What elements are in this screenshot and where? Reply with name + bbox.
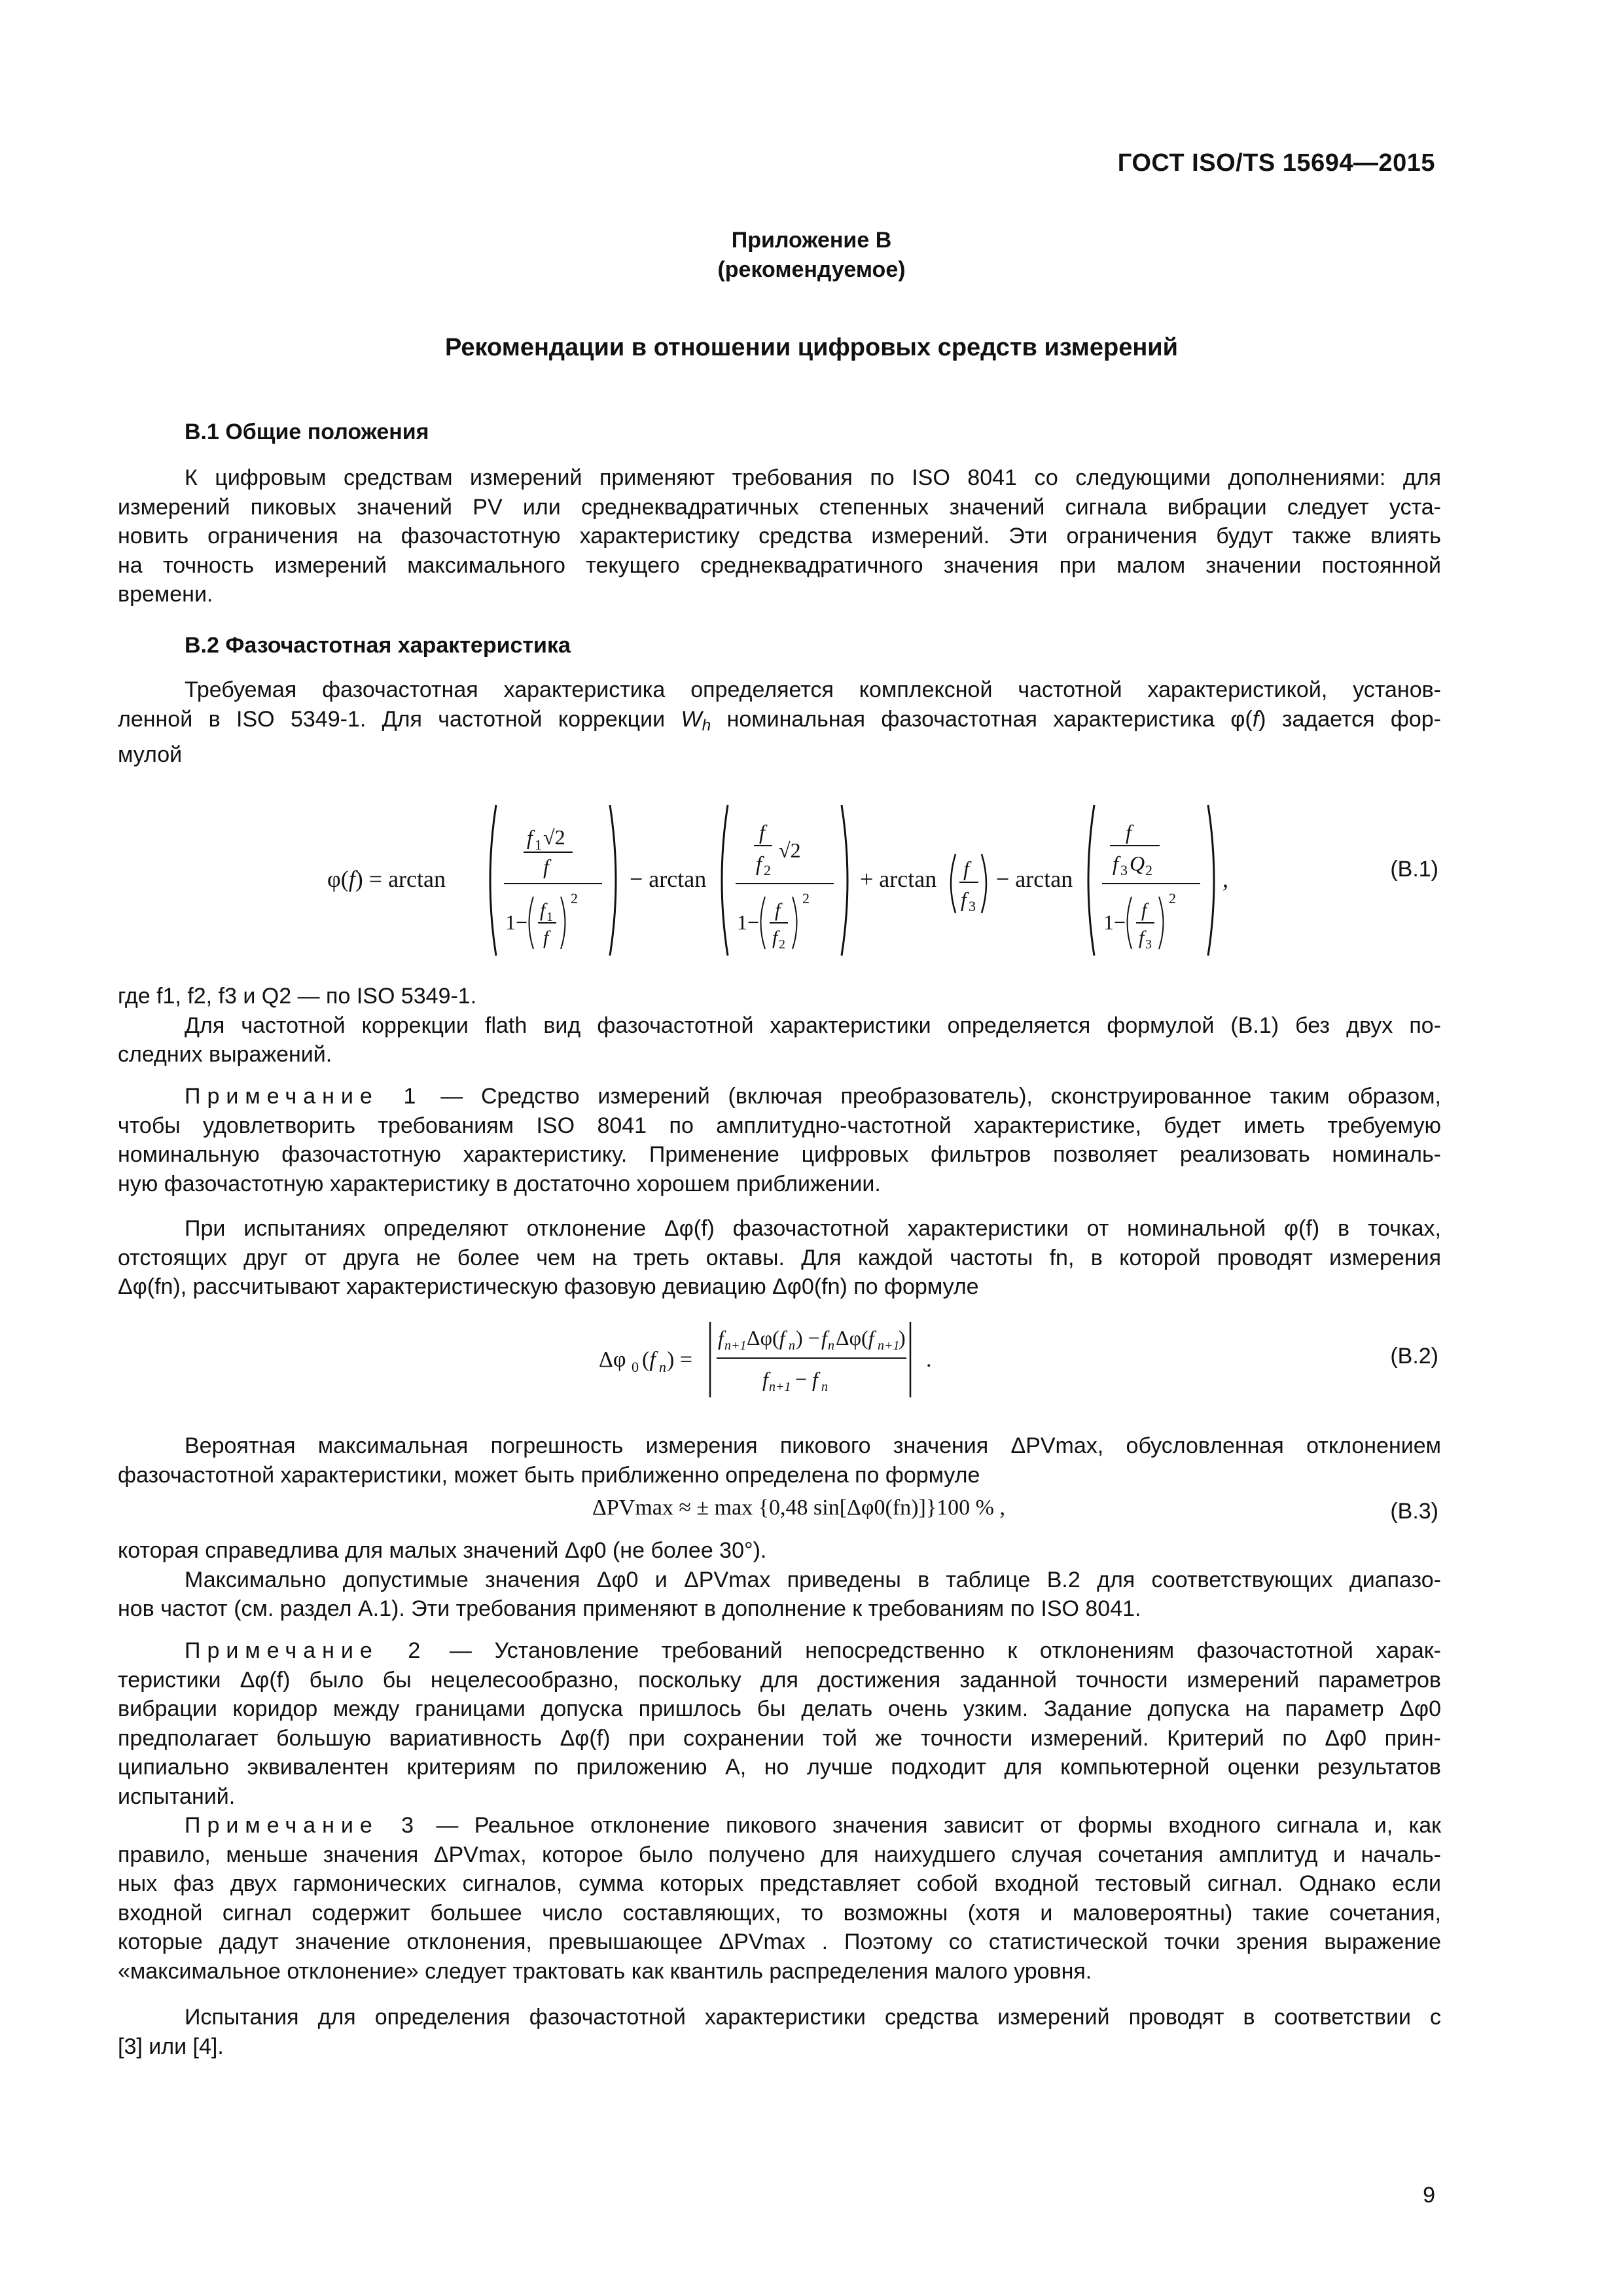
svg-text:f: f — [756, 852, 762, 875]
appendix-status: (рекомендуемое) — [717, 257, 906, 282]
text-segment: ленной в ISO 5349-1. Для частотной коррекции — [118, 706, 681, 732]
svg-text:− arctan: − arctan — [996, 866, 1073, 892]
svg-text:2: 2 — [1169, 890, 1176, 906]
text-line: на точность измерений максимального текущего среднеквадратичного значения при малом значении постоянной — [118, 552, 1441, 578]
text-line: отстоящих друг от друга не более чем на треть октавы. Для каждой частоты fn, в которой проводят измерения — [118, 1245, 1441, 1270]
text-line: фазочастотной характеристики, может быть приближенно определена по формуле — [118, 1462, 980, 1488]
svg-text:): ) — [899, 1326, 906, 1350]
equation-number-b1: (В.1) — [1390, 857, 1438, 882]
text-segment: W — [681, 706, 702, 732]
note-3 — [118, 1811, 1441, 1986]
text-line: ных фаз двух гармонических сигналов, сумма которых представляет собой входной тестовый сигнал. Однако если — [118, 1871, 1441, 1896]
text-line: номинальную фазочастотную характеристику. Применение цифровых фильтров позволяет реализовать номиналь- — [118, 1142, 1441, 1167]
svg-text:f: f — [527, 825, 533, 849]
text-line: [3] или [4]. — [118, 2034, 224, 2059]
paragraph-final — [118, 2003, 1441, 2061]
svg-text:√2: √2 — [779, 838, 801, 862]
svg-text:Δφ(f: Δφ(f — [836, 1326, 874, 1350]
svg-text:+ arctan: + arctan — [860, 866, 937, 892]
text-line: мулой — [118, 742, 183, 768]
paragraph-tests — [118, 1214, 1441, 1302]
paragraph-b1 — [118, 463, 1441, 609]
svg-text:n+1: n+1 — [724, 1338, 747, 1353]
text-line: испытаний. — [118, 1784, 236, 1809]
svg-text:2: 2 — [1145, 862, 1152, 878]
text-line: чтобы удовлетворить требованиям ISO 8041 по амплитудно-частотной характеристике, будет иметь требуемую — [118, 1113, 1441, 1138]
svg-text:− arctan: − arctan — [630, 866, 707, 892]
svg-text:3: 3 — [1145, 937, 1152, 952]
paragraph-pv — [118, 1431, 1441, 1490]
equation-number-b2: (В.2) — [1390, 1344, 1438, 1369]
svg-text:) =: ) = — [667, 1348, 692, 1372]
text-line: Δφ(fn), рассчитывают характеристическую фазовую девиацию Δφ0(fn) по формуле — [118, 1274, 979, 1299]
note-1 — [118, 1082, 1441, 1198]
svg-text:Q: Q — [1130, 852, 1145, 875]
note-label: Примечание 3 — [185, 1813, 421, 1838]
page-number: 9 — [1423, 2183, 1435, 2208]
formula-b3: ΔPVmax ≈ ± max {0,48 sin[Δφ0(fn)]}100 % , — [592, 1496, 1005, 1520]
svg-text:3: 3 — [969, 898, 976, 914]
text-line: вибрации коридор между границами допуска пришлось бы делать очень узким. Задание допуска на параметр Δφ0 — [118, 1696, 1441, 1721]
svg-text:n+1: n+1 — [769, 1380, 791, 1394]
svg-text:− f: − f — [795, 1367, 818, 1391]
paragraph-where — [118, 982, 1441, 1069]
svg-text:f: f — [540, 899, 546, 921]
text-line: Для частотной коррекции flath вид фазочастотной характеристики определяется формулой (В.1) без двух по- — [185, 1013, 1441, 1038]
svg-text:Δφ(f: Δφ(f — [747, 1326, 785, 1350]
svg-text:3: 3 — [1120, 862, 1128, 878]
text-line: Требуемая фазочастотная характеристика определяется комплексной частотной характеристикой, установ- — [185, 677, 1441, 702]
text-segment: f — [1252, 706, 1259, 732]
text-line: «максимальное отклонение» следует трактовать как квантиль распределения малого уровня. — [118, 1958, 1092, 1984]
svg-text:1−: 1− — [505, 910, 528, 934]
note-label: Примечание 1 — [185, 1084, 423, 1109]
svg-text:f: f — [963, 857, 969, 880]
paragraph-validity — [118, 1536, 1441, 1624]
text-line: ную фазочастотную характеристику в достаточно хорошем приближении. — [118, 1171, 881, 1196]
text-line: ципиально эквивалентен критериям по приложению А, но лучше подходит для компьютерной оценки результатов — [118, 1755, 1441, 1780]
document-number: ГОСТ ISO/TS 15694—2015 — [1117, 149, 1435, 177]
section-heading-b2: В.2 Фазочастотная характеристика — [185, 633, 571, 658]
svg-text:2: 2 — [779, 937, 785, 952]
text-line: измерений пиковых значений PV или среднеквадратичных степенных значений сигнала вибрации следует уста- — [118, 494, 1441, 520]
note-2 — [118, 1636, 1441, 1811]
text-line: Вероятная максимальная погрешность измерения пикового значения ΔPVmax, обусловленная отклонением — [185, 1433, 1441, 1458]
svg-text:n: n — [828, 1338, 834, 1353]
svg-text:f: f — [772, 927, 778, 948]
formula-b1 — [327, 792, 1230, 969]
svg-text:) −: ) − — [796, 1326, 820, 1350]
text-line: предполагает большую вариативность Δφ(f) при сохранении той же точности измерений. Критерий по Δφ0 прин- — [118, 1725, 1441, 1751]
text-line: новить ограничения на фазочастотную характеристику средства измерений. Эти ограничения будут также влиять — [118, 524, 1441, 548]
svg-text:f: f — [759, 820, 765, 844]
text-line: При испытаниях определяют отклонение Δφ(f) фазочастотной характеристики от номинальной φ(f) в точках, — [185, 1216, 1441, 1241]
text-line: входной сигнал содержит большее число составляющих, то возможны (хотя и маловероятны) такие сочетания, — [118, 1900, 1441, 1926]
svg-text:1−: 1− — [737, 910, 760, 934]
svg-text:n: n — [659, 1359, 666, 1375]
text-segment: ) задается фор- — [1258, 706, 1441, 732]
svg-text:√2: √2 — [543, 825, 565, 849]
text-segment: — Реальное отклонение пикового значения зависит от формы входного сигнала и, как — [420, 1813, 1441, 1838]
equation-number-b3: (В.3) — [1390, 1499, 1438, 1524]
svg-text:f: f — [543, 855, 549, 878]
svg-text:1: 1 — [535, 836, 542, 853]
svg-text:(f: (f — [642, 1348, 656, 1372]
svg-text:n+1: n+1 — [878, 1338, 900, 1353]
paragraph-b2 — [118, 675, 1441, 770]
text-line: теристики Δφ(f) было бы нецелесообразно, поскольку для достижения заданной точности измерений параметров — [118, 1667, 1441, 1693]
text-segment: — Установление требований непосредственно к отклонениям фазочастотной харак- — [427, 1638, 1441, 1663]
svg-text:f: f — [543, 927, 549, 948]
text-line: Максимально допустимые значения Δφ0 и ΔPVmax приведены в таблице В.2 для соответствующих диапазо- — [185, 1567, 1441, 1592]
text-segment: номинальная фазочастотная характеристика φ( — [711, 706, 1253, 732]
svg-text:1: 1 — [546, 910, 553, 924]
appendix-label: Приложение В — [731, 228, 892, 253]
text-line: где f1, f2, f3 и Q2 — по ISO 5349-1. — [118, 984, 477, 1009]
text-line: времени. — [118, 582, 213, 607]
text-line: которые дадут значение отклонения, превышающее ΔPVmax . Поэтому со статистической точки зрения выражение — [118, 1929, 1441, 1954]
svg-text:2: 2 — [764, 862, 771, 878]
svg-text:f: f — [961, 888, 967, 911]
svg-text:.: . — [926, 1348, 932, 1372]
svg-text:n: n — [789, 1338, 795, 1353]
section-heading-b1: В.1 Общие положения — [185, 420, 429, 444]
text-line: нов частот (см. раздел А.1). Эти требования применяют в дополнение к требованиям по ISO 8041. — [118, 1596, 1141, 1621]
svg-text:φ(f) = arctan: φ(f) = arctan — [327, 866, 446, 892]
svg-text:f: f — [1141, 899, 1147, 921]
text-line: Испытания для определения фазочастотной характеристики средства измерений проводят в соответствии с — [185, 2005, 1441, 2030]
svg-text:0: 0 — [632, 1359, 639, 1375]
svg-text:f: f — [1113, 852, 1118, 875]
svg-text:n: n — [821, 1380, 828, 1394]
formula-b2 — [599, 1316, 991, 1401]
text-segment: h — [702, 716, 711, 734]
svg-text:Δφ: Δφ — [599, 1348, 626, 1372]
svg-text:f: f — [762, 1367, 768, 1391]
svg-text:2: 2 — [571, 890, 578, 906]
note-label: Примечание 2 — [185, 1638, 427, 1663]
svg-text:,: , — [1222, 866, 1228, 892]
text-segment: — Средство измерений (включая преобразователь), сконструированное таким образом, — [422, 1084, 1441, 1109]
text-line: правило, меньше значения ΔPVmax, которое было получено для наихудшего случая сочетания амплитуд и началь- — [118, 1842, 1441, 1867]
text-line: К цифровым средствам измерений применяют требования по ISO 8041 со следующими дополнениями: для — [185, 465, 1441, 490]
svg-text:f: f — [821, 1326, 827, 1350]
page-title: Рекомендации в отношении цифровых средств измерений — [444, 334, 1179, 361]
svg-text:f: f — [1139, 927, 1145, 948]
svg-text:1−: 1− — [1103, 910, 1126, 934]
svg-text:f: f — [1126, 820, 1132, 844]
svg-text:2: 2 — [802, 890, 810, 906]
svg-text:f: f — [775, 899, 781, 921]
text-line: которая справедлива для малых значений Δφ0 (не более 30°). — [118, 1538, 767, 1563]
text-line: следних выражений. — [118, 1042, 332, 1067]
svg-text:f: f — [718, 1326, 724, 1350]
